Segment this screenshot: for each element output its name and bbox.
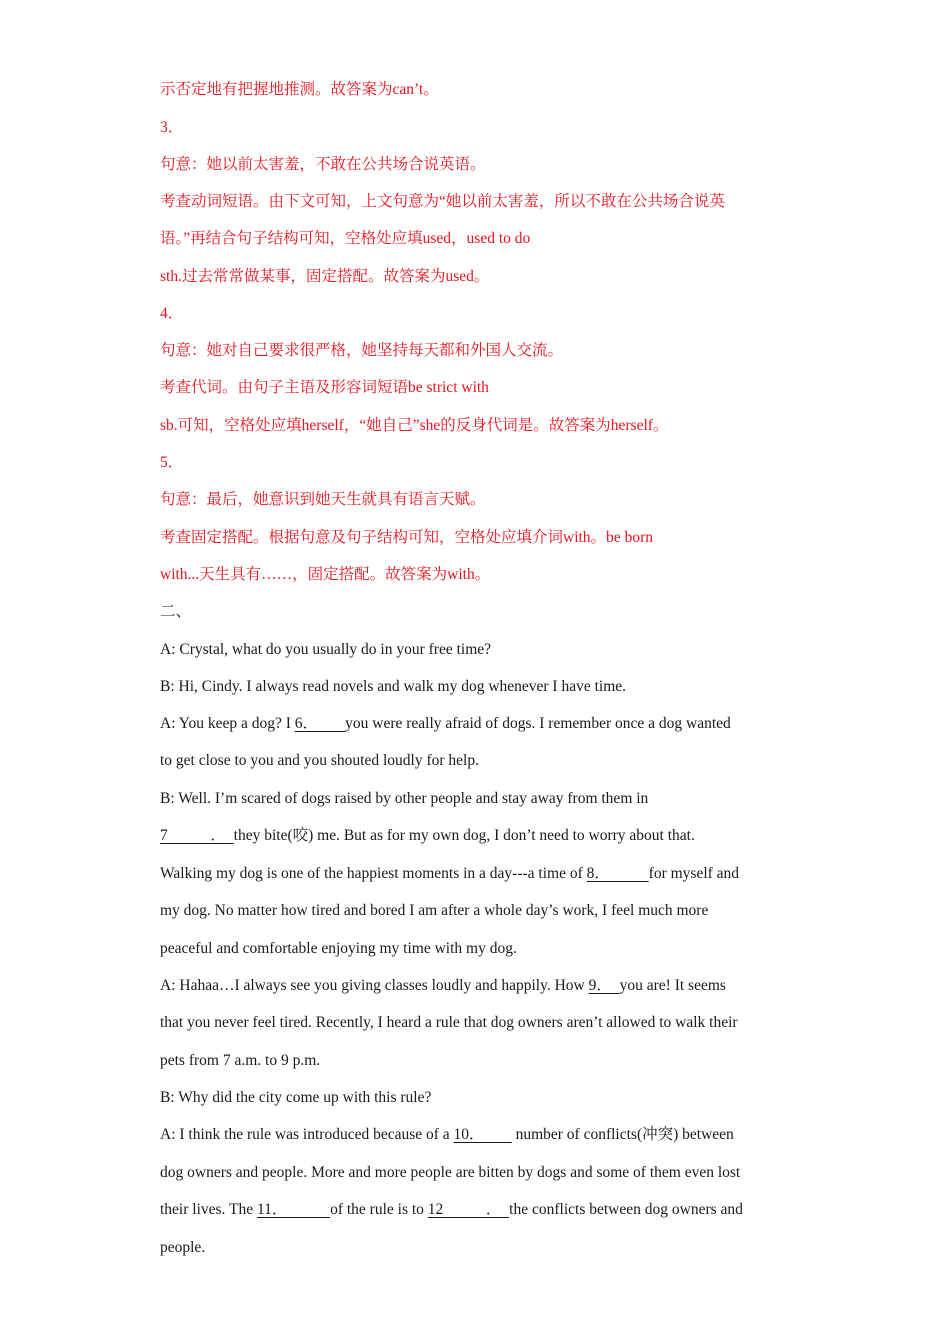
section-2-heading: 二、 (160, 603, 192, 620)
blank-6[interactable] (295, 715, 345, 732)
dialogue-line: peaceful and comfortable enjoying my time with my dog. (160, 940, 517, 957)
blank-11-number: 11． (257, 1201, 288, 1218)
answer-5-explanation-line1: 考查固定搭配。根据句意及句子结构可知，空格处应填介词with。be born (160, 529, 653, 546)
blank-9[interactable] (589, 977, 620, 994)
blank-7[interactable] (160, 827, 234, 844)
text: of the rule is to (330, 1201, 428, 1218)
answer-2-tail: 示否定地有把握地推测。故答案为can’t。 (160, 81, 439, 98)
blank-9-number: 9． (588, 977, 612, 994)
dialogue-line-blank-9 (160, 976, 800, 996)
answer-3-explanation-line3: sth.过去常常做某事，固定搭配。故答案为used。 (160, 268, 490, 285)
dialogue-line: pets from 7 a.m. to 9 p.m. (160, 1052, 321, 1069)
blank-12[interactable] (428, 1201, 509, 1218)
blank-7-dot: ． (210, 827, 226, 844)
text: number of conflicts(冲突) between (511, 1126, 734, 1143)
blank-6-number: 6． (294, 715, 319, 732)
dialogue-line: dog owners and people. More and more people are bitten by dogs and some of them even lost (160, 1164, 741, 1181)
dialogue-line-blank-7 (160, 826, 800, 846)
answer-3-explanation-line1: 考查动词短语。由下文可知，上文句意为“她以前太害羞，所以不敢在公共场合说英 (160, 193, 725, 210)
dialogue-line: people. (160, 1239, 206, 1256)
text: A: I think the rule was introduced because of a (160, 1126, 454, 1143)
text: you are! It seems (619, 977, 726, 994)
dialogue-line-blank-10 (160, 1125, 800, 1145)
text: you were really afraid of dogs. I remember once a dog wanted (345, 715, 731, 732)
answer-3-explanation-line2: 语。”再结合句子结构可知，空格处应填used，used to do (160, 230, 531, 247)
answer-4-explanation-line2: sb.可知，空格处应填herself，“她自己”she的反身代词是。故答案为herself。 (160, 417, 669, 434)
dialogue-line: B: Why did the city come up with this rule? (160, 1089, 432, 1106)
answer-5-meaning: 句意：最后，她意识到她天生就具有语言天赋。 (160, 491, 486, 508)
blank-11[interactable] (257, 1201, 330, 1218)
dialogue-line: to get close to you and you shouted loudly for help. (160, 752, 479, 769)
blank-8-number: 8． (586, 865, 610, 882)
dialogue-line: that you never feel tired. Recently, I heard a rule that dog owners aren’t allowed to walk their (160, 1014, 738, 1031)
dialogue-line-blank-6 (160, 714, 800, 734)
dialogue-line: B: Hi, Cindy. I always read novels and walk my dog whenever I have time. (160, 678, 627, 695)
dialogue-line-blank-8 (160, 864, 800, 884)
blank-8[interactable] (587, 865, 649, 882)
dialogue-line: my dog. No matter how tired and bored I am after a whole day’s work, I feel much more (160, 902, 709, 919)
answer-3-number: 3． (160, 119, 184, 136)
blank-10[interactable] (454, 1126, 512, 1143)
answer-4-number: 4． (160, 305, 184, 322)
blank-7-number: 7 (160, 827, 168, 844)
text: the conflicts between dog owners and (509, 1201, 743, 1218)
blank-10-number: 10． (453, 1126, 485, 1143)
answer-4-meaning: 句意：她对自己要求很严格，她坚持每天都和外国人交流。 (160, 342, 564, 359)
dialogue-line: B: Well. I’m scared of dogs raised by other people and stay away from them in (160, 790, 649, 807)
blank-12-number: 12 (427, 1201, 444, 1218)
blank-12-dot: ． (485, 1201, 502, 1218)
dialogue-line: A: Crystal, what do you usually do in your free time? (160, 641, 492, 658)
text: they bite(咬) me. But as for my own dog, I don’t need to worry about that. (233, 827, 695, 844)
text: Walking my dog is one of the happiest moments in a day---a time of (160, 865, 587, 882)
text: for myself and (648, 865, 740, 882)
answer-4-explanation-line1: 考查代词。由句子主语及形容词短语be strict with (160, 379, 489, 396)
text: their lives. The (160, 1201, 257, 1218)
text: A: Hahaa…I always see you giving classes loudly and happily. How (160, 977, 589, 994)
dialogue-line-blank-11-12 (160, 1200, 800, 1220)
answer-3-meaning: 句意：她以前太害羞，不敢在公共场合说英语。 (160, 156, 486, 173)
text: A: You keep a dog? I (160, 715, 295, 732)
answer-5-explanation-line2: with...天生具有……，固定搭配。故答案为with。 (160, 566, 491, 583)
answer-5-number: 5． (160, 454, 184, 471)
